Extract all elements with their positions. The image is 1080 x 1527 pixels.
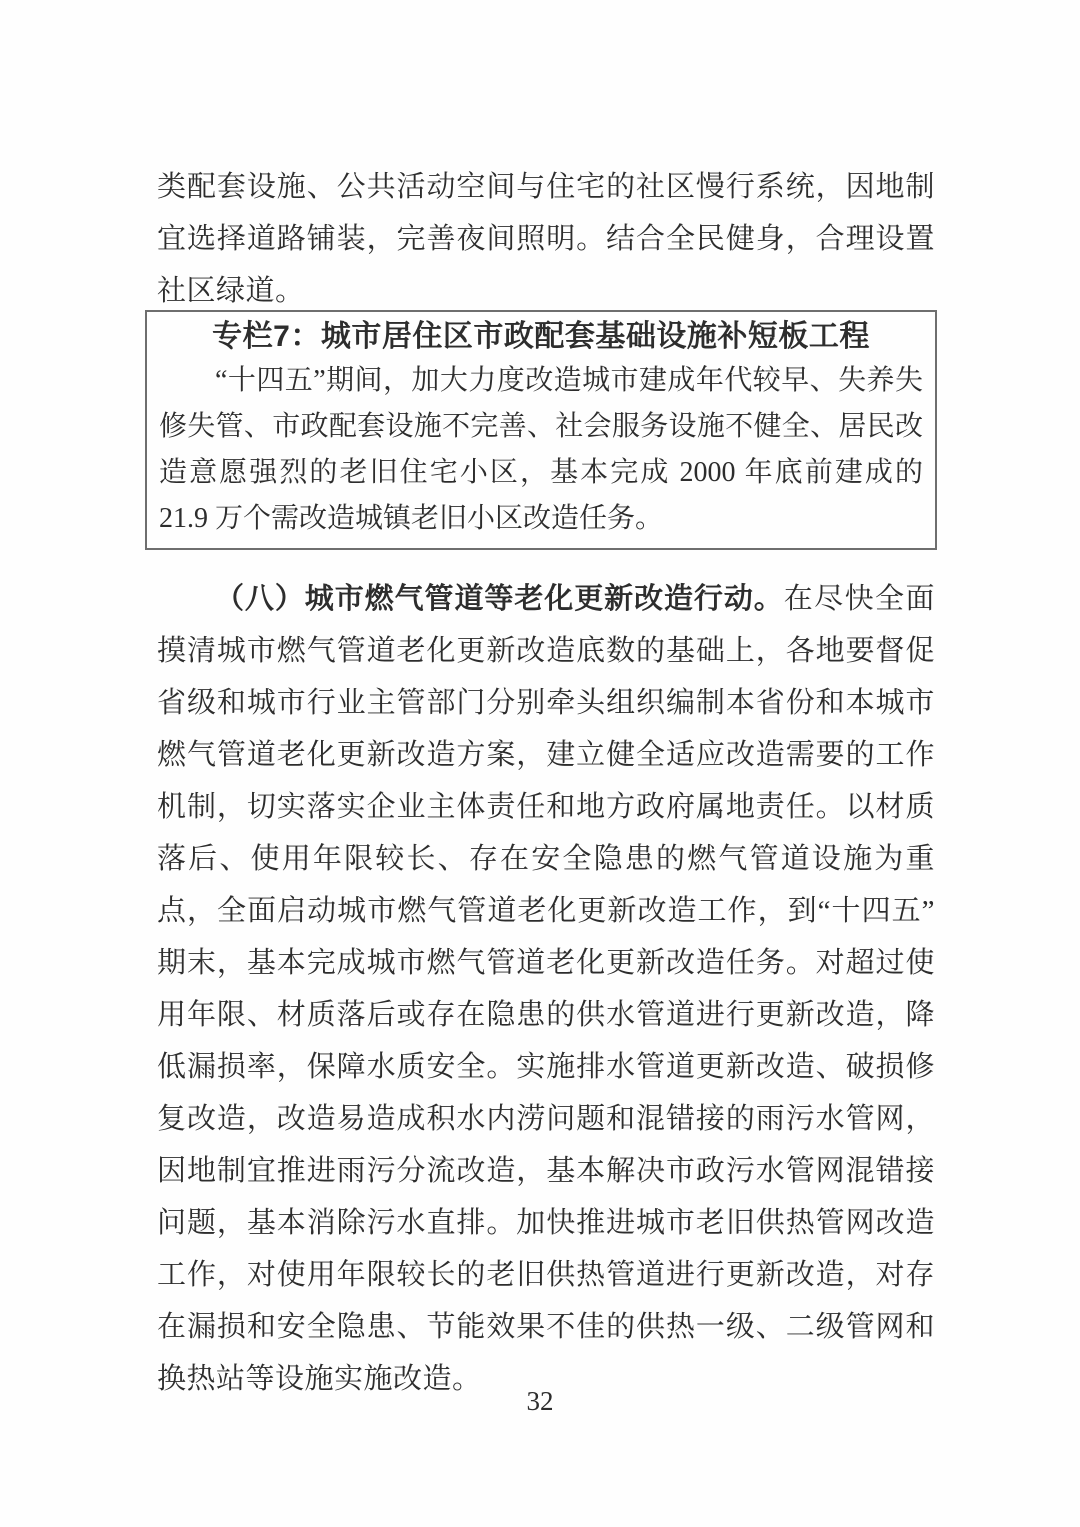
paragraph-lead-bold: （八）城市燃气管道等老化更新改造行动。	[215, 583, 784, 615]
paragraph-gas-pipeline-renewal	[157, 573, 935, 1405]
callout-box-column7	[145, 310, 937, 550]
paragraph-community-facilities: 类配套设施、公共活动空间与住宅的社区慢行系统，因地制宜选择道路铺装，完善夜间照明。结合全民健身，合理设置社区绿道。	[157, 171, 935, 307]
text-block	[157, 161, 935, 1405]
paragraph-body-text: 在尽快全面摸清城市燃气管道老化更新改造底数的基础上，各地要督促省级和城市行业主管部门分别牵头组织编制本省份和本城市燃气管道老化更新改造方案，建立健全适应改造需要的工作机制，切实落实企业主体责任和地方政府属地责任。以材质落后、使用年限较长、存在安全隐患的燃气管道设施为重点，全面启动城市燃气管道老化更新改造工作，到“十四五”期末，基本完成城市燃气管道老化更新改造任务。对超过使用年限、材质落后或存在隐患的供水管道进行更新改造，降低漏损率，保障水质安全。实施排水管道更新改造、破损修复改造，改造易造成积水内涝问题和混错接的雨污水管网，因地制宜推进雨污分流改造，基本解决市政污水管网混错接问题，基本消除污水直排。加快推进城市老旧供热管网改造工作，对使用年限较长的老旧供热管道进行更新改造，对存在漏损和安全隐患、节能效果不佳的供热一级、二级管网和换热站等设施实施改造。	[157, 583, 935, 1395]
page-number: 32	[526, 1386, 554, 1416]
callout-box-body: “十四五”期间，加大力度改造城市建成年代较早、失养失修失管、市政配套设施不完善、社会服务设施不健全、居民改造意愿强烈的老旧住宅小区，基本完成 2000 年底前建成的 21.9 万个需改造城镇老旧小区改造任务。	[159, 365, 923, 534]
callout-box-title: 专栏7：城市居住区市政配套基础设施补短板工程	[212, 320, 870, 353]
